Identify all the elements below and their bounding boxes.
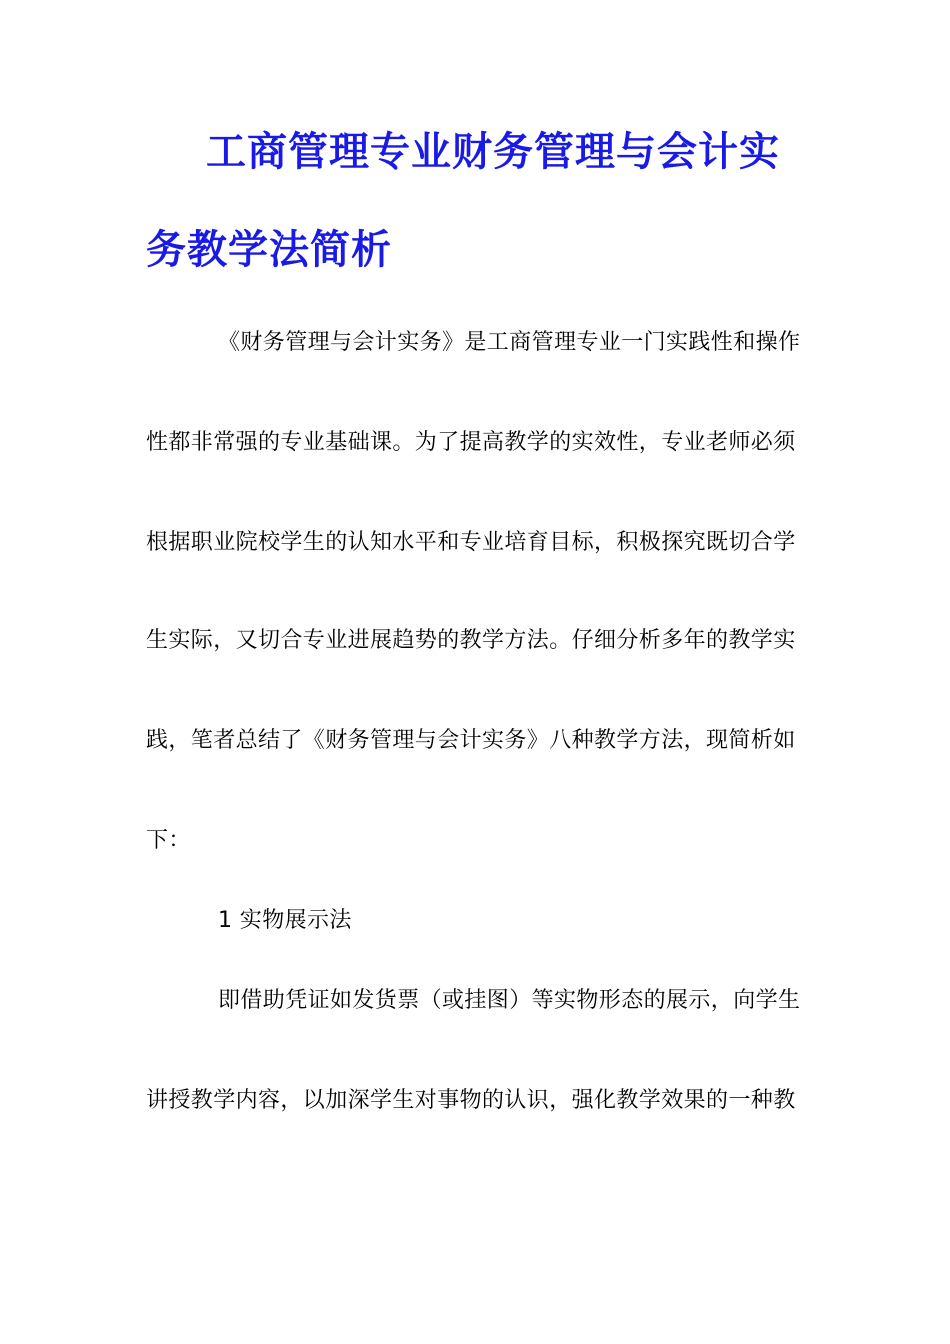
paragraph-1-line-4: 生实际，又切合专业进展趋势的教学方法。仔细分析多年的教学实 (146, 628, 796, 653)
section-1-heading: 1 实物展示法 (218, 908, 352, 933)
document-title-line-1: 工商管理专业财务管理与会计实 (206, 128, 780, 175)
paragraph-1-line-5: 践，笔者总结了《财务管理与会计实务》八种教学方法，现简析如 (146, 728, 796, 753)
document-title-line-2: 务教学法简析 (146, 226, 392, 273)
paragraph-1-line-3: 根据职业院校学生的认知水平和专业培育目标，积极探究既切合学 (146, 530, 796, 555)
paragraph-2-line-2: 讲授教学内容，以加深学生对事物的认识，强化教学效果的一种教 (146, 1088, 796, 1113)
paragraph-1-line-6: 下： (146, 828, 191, 853)
paragraph-2-line-1: 即借助凭证如发货票（或挂图）等实物形态的展示，向学生 (218, 988, 801, 1013)
paragraph-1-line-2: 性都非常强的专业基础课。为了提高教学的实效性，专业老师必须 (146, 430, 796, 455)
paragraph-1-line-1: 《财务管理与会计实务》是工商管理专业一门实践性和操作 (218, 330, 801, 355)
